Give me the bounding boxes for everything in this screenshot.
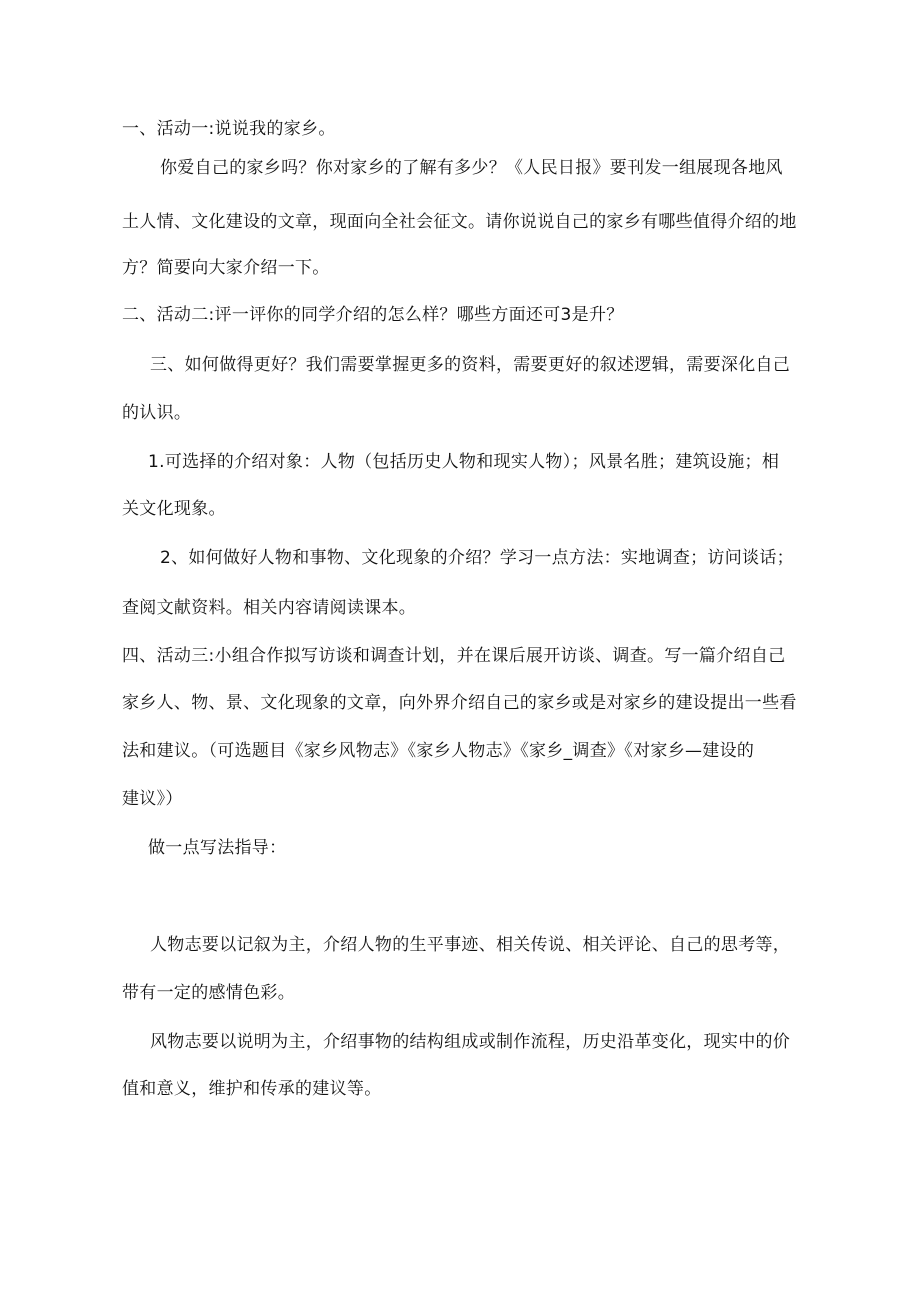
things-line-1: 风物志要以说明为主，介绍事物的结构组成或制作流程，历史沿革变化，现实中的价 [150, 1032, 791, 1052]
section2-heading: 二、活动二:评一评你的同学介绍的怎么样？哪些方面还可3是升？ [122, 305, 624, 325]
section1-heading: 一、活动一:说说我的家乡。 [122, 119, 336, 139]
item2-line-2: 查阅文献资料。相关内容请阅读课本。 [122, 598, 417, 618]
things-line-2: 值和意义，维护和传承的建议等。 [122, 1079, 382, 1099]
section4-line-4: 建议》） [122, 789, 183, 809]
item1-line-2: 关文化现象。 [122, 499, 226, 519]
section3-line-2: 的认识。 [122, 403, 192, 423]
section4-line-3: 法和建议。（可选题目《家乡风物志》《家乡人物志》《家乡_调查》《对家乡—建设的 [122, 741, 755, 761]
section1-line-2: 土人情、文化建设的文章，现面向全社会征文。请你说说自己的家乡有哪些值得介绍的地 [122, 212, 797, 232]
people-line-2: 带有一定的感情色彩。 [122, 983, 295, 1003]
guidance-heading: 做一点写法指导： [148, 838, 287, 858]
section1-line-1: 你爱自己的家乡吗？你对家乡的了解有多少？《人民日报》要刊发一组展现各地风 [160, 158, 783, 178]
section4-line-1: 四、活动三:小组合作拟写访谈和调查计划，并在课后展开访谈、调查。写一篇介绍自己 [122, 646, 786, 666]
section1-line-3: 方？简要向大家介绍一下。 [122, 258, 330, 278]
item1-line-1: 1.可选择的介绍对象：人物（包括历史人物和现实人物）；风景名胜；建筑设施；相 [148, 452, 780, 472]
item2-line-1: 2、如何做好人物和事物、文化现象的介绍？学习一点方法：实地调查；访问谈话； [160, 548, 794, 568]
section3-line-1: 三、如何做得更好？我们需要掌握更多的资料，需要更好的叙述逻辑，需要深化自己 [150, 355, 791, 375]
people-line-1: 人物志要以记叙为主，介绍人物的生平事迹、相关传说、相关评论、自己的思考等， [150, 935, 791, 955]
section4-line-2: 家乡人、物、景、文化现象的文章，向外界介绍自己的家乡或是对家乡的建设提出一些看 [122, 693, 797, 713]
